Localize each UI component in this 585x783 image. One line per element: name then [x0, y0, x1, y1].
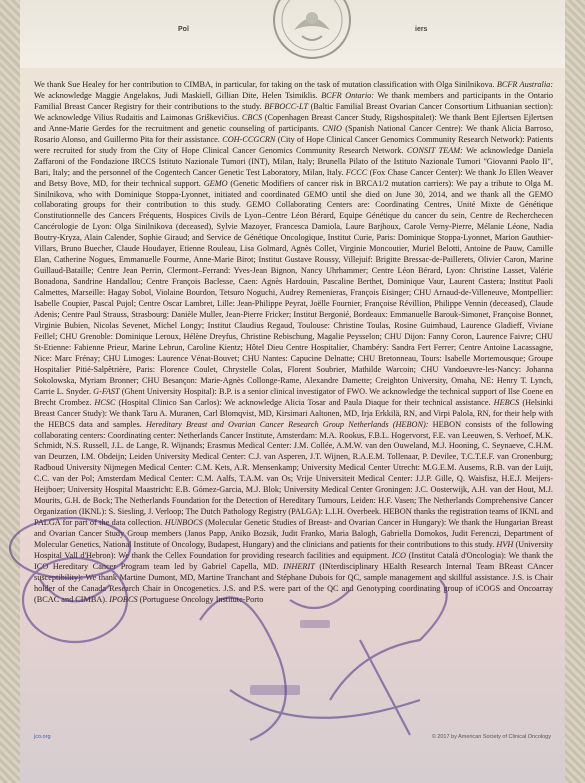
page-header — [20, 0, 565, 68]
body-text-segment: (Genetic Modifiers of cancer risk in BRCA1/2 mutation carriers): We pay a tribute to Olga M. Sinilnikova, who with Dominique Stoppa-Lyonnet, initiated and coordinated GEMO until she died on June 30, 2014, and we thank all the GEMO collaborating groups for their contribution to this study. GEMO Collaborating Centers are: Coordinating Centres, Unité Mixte de Génétique Constitutionnelle des Cancers Fréquents, Hospices Civils de Lyon–Centre Léon Bérard, Equipe Génétique du cancer du sein, Centre de Recherchecen Cancérologie de Lyon: Olga Sinilnikova (deceased), Sylvie Mazoyer, Francesca Damiola, Laure Barjhoux, Carole Verny-Pierre, Mélanie Léone, Nadia Boutry-Kryza, Alain Calender, Sophie Giraud; and Service de Génétique Oncologique, Institut Curie, Paris: Dominique Stoppa-Lyonnet, Marion Gauthier-Villars, Bruno Buecher, Claude Houdayer, Etienne Rouleau, Lisa Golmard, Agnès Collet, Virginie Moncoutier, Muriel Belotti, Antoine de Pauw, Camille Elan, Catherine Nogues, Emmanuelle Fourme, Anne-Marie Birot; Institut Gustave Roussy, Villejuif: Brigitte Bressac-de-Paillerets, Olivier Caron, Marine Guillaud-Bataille; Centre Jean Perrin, Clermont–Ferrand: Yves-Jean Bignon, Nancy Uhrhammer; Centre Léon Bérard, Lyon: Christine Lasset, Valérie Bonadona, Sandrine Handallou; Centre François Baclesse, Caen: Agnès Hardouin, Pascaline Berthet, Dominique Vaur, Laurent Castera; Institut Paoli Calmettes, Marseille: Hagay Sobol, Violaine Bourdon, Tetsuro Noguchi, Audrey Remenieras, François Eisinger; CHU Arnaud-de-Villeneuve, Montpellier: Isabelle Coupier, Pascal Pujol; Centre Oscar Lambret, Lille: Jean-Philippe Peyrat, Joëlle Fournier, Françoise Révillion, Philippe Vennin (deceased), Claude Adenis; Centre Paul Strauss, Strasbourg: Danièle Muller, Jean-Pierre Fricker; Institut Bergonié, Bordeaux: Emmanuelle Barouk-Simonet, Françoise Bonnet, Virginie Bubien, Nicolas Sevenet, Michel Longy; Institut Claudius Regaud, Toulouse: Christine Toulas, Rosine Guimbaud, Laurence Gladieff, Viviane Feillel; CHU Grenoble: Dominique Leroux, Hélène Dreyfus, Christine Rebischung, Magalie Peysselon; CHU Dijon: Fanny Coron, Laurence Faivre; CHU St-Etienne: Fabienne Prieur, Marine Lebrun, Caroline Kientz; Hôtel Dieu Centre Hospitalier, Chambéry: Sandra Fert Ferrer; Centre Antoine Lacassagne, Nice: Marc Frénay; CHU Limoges: Laurence Vénat-Bouvet; CHU Nantes: Capucine Delnatte; CHU Bretonneau, Tours: Isabelle Mortemousque; Groupe Hospitalier Pitié-Salpêtrière, Paris: Florence Coulet, Chrystelle Colas, Florent Soubrier, Mathilde Warcoin; CHU Vandoeuvre-les-Nancy: Johanna Sokolowska, Myriam Bronner; CHU Besançon: Marie-Agnès Collonge-Rame, Alexandre Damette; Creighton University, Omaha, NE: Henry T. Lynch, Carrie L. Snyder. — [34, 178, 554, 396]
national-seal-icon — [272, 0, 352, 62]
group-name: Hereditary Breast and Ovarian Cancer Research Group Netherlands (HEBON): — [145, 419, 429, 429]
body-text-segment: HEBON consists of the following collaborating centers: Coordinating center: Netherlands Cancer Institute, Amsterdam: M.A. Rookus, F.B.L. Hogervorst, F.E. van Leeuwen, S. Verhoef, M.K. Schmidt, N.S. Russell, J.L. de Lange, R. Wijnands; Erasmus Medical Center: J.M. Collée, A.M.W. van den Ouweland, M.J. Hooning, C. Seynaeve, C.H.M. van Deurzen, I.M. Obdeijn; Leiden University Medical Center: C.J. van Asperen, J.T. Wijnen, R.A.E.M. Tollenaar, P. Devilee, T.C.T.E.F. van Cronenburg; Radboud University Nijmegen Medical Center: C.M. Kets, A.R. Mensenkamp; University Medical Center Utrecht: M.G.E.M. Ausems, R.B. van der Luijt, C.C. van der Pol; Amsterdam Medical Center: C.M. Aalfs, T.A.M. van Os; Vrije Universiteit Medical Center: J.J.P. Gille, Q. Waisfisz, H.E.J. Meijers-Heijboer; University Hospital Maastricht: E.B. Gómez-Garcia, M.J. Blok; University Medical Center Groningen: J.C. Oosterwijk, A.H. van der Hout, M.J. Mourits, G.H. de Bock; The Netherlands Foundation for the Detection of Hereditary Tumours, Leiden: H.F. Vasen; The Netherlands Comprehensive Cancer Organization (IKNL): S. Siesling, J. Verloop; The Dutch Pathology Registry (PALGA): L.I.H. Overbeek. HEBON thanks the registration teams of IKNL and PALGA for part of the data collection. — [34, 419, 554, 528]
group-name: FCCC — [345, 167, 368, 177]
group-name: HVH — [496, 540, 514, 550]
body-text-segment: (Baltic Familial Breast Ovarian Cancer Consortium Lithuanian section): We acknowledge Vilius Rudaitis and Laimonas Griškevičius. — [34, 101, 554, 122]
decorative-border-right — [565, 0, 585, 783]
body-text-segment: (City of Hope Clinical Cancer Genomics Community Research Network): Patients were recruited for study from the City of Hope Clinical Cancer Genomics Community Research Network. — [34, 134, 554, 155]
body-text-segment: (University Hospital Vall d'Hebron): We thank the Cellex Foundation for providing research facilities and equipment. — [34, 540, 554, 560]
group-name: INHERIT — [283, 561, 315, 571]
group-name: GEMO — [203, 178, 228, 188]
header-left-label: Pol — [178, 26, 189, 33]
group-name: CNIO — [322, 123, 342, 133]
group-name: BCFR Australia: — [496, 80, 554, 89]
body-text-segment: (Hospital Clinico San Carlos): We acknowledge Alicia Tosar and Paula Diaque for their technical assistance. — [118, 397, 491, 407]
acknowledgments-body — [34, 80, 553, 606]
body-text-segment: We thank members and participants in the Ontario Familial Breast Cancer Registry for their contributions to the study. — [34, 90, 554, 111]
body-text-segment: (Institut Català d'Oncologia): We thank the ICO Hereditary Cancer Program team led by Gabriel Capella, MD. — [34, 550, 554, 571]
group-name: COH-CCGCRN — [222, 134, 276, 144]
group-name: CBCS — [241, 112, 263, 122]
body-text-segment: We acknowledge Maggie Angelakos, Judi Maskiell, Gillian Dite, Helen Tsimiklis. — [34, 90, 318, 100]
group-name: HCSC — [94, 397, 116, 407]
group-name: G-FAST — [93, 386, 120, 396]
group-name: CONSIT TEAM: — [406, 145, 463, 155]
body-text-segment: (Ghent University Hospital): B.P. is a senior clinical investigator of FWO. We acknowledge the technical support of Ilse Coene en Brecht Crombez. — [34, 386, 553, 407]
body-text-segment: (INterdisciplinary HEalth Research Internal Team BReast CAncer susceptibility): We thank Martine Dumont, MD, Martine Tranchant and Stéphane Dubois for QC, sample management and skillful assistance. J.S. is Chair holder of the Canada Research Chair in Oncogenetics. J.S. and P.S. were part of the QC and Genotyping coordinating group of iCOGS and Oncoarray (BCAC and CIMBA). — [34, 561, 554, 604]
body-text-segment: We thank Sue Healey for her contribution to CIMBA, in particular, for taking on the task of mutation classification with Olga Sinilnikova. — [34, 80, 495, 89]
group-name: HUNBOCS — [164, 518, 203, 528]
group-name: IPOBCS — [109, 594, 138, 604]
group-name: BCFR Ontario: — [321, 90, 375, 100]
body-text-segment: (Helsinki Breast Cancer Study): We thank Taru A. Muranen, Carl Blomqvist, MD, Kirsimari Aaltonen, MD, Irja Erkkilä, RN, and Virpi Palola, RN, for their help with the HEBCS data and samples. — [34, 397, 554, 429]
body-text-segment: (Molecular Genetic Studies of Breast- and Ovarian Cancer in Hungary): We thank the Hungarian Breast and Ovarian Cancer Study Group members (Janos Papp, Aniko Bozsik, Judit Franko, Maria Balogh, Gabriella Domokos, Judit Ferenczi, Department of Molecular Genetics, National Institute of Oncology, Budapest, Hungary) and the clinicians and patients for their contributions to this study. — [34, 518, 553, 550]
header-right-label: iers — [415, 26, 428, 33]
journal-url-link[interactable]: jco.org — [34, 734, 51, 740]
decorative-border-left — [0, 0, 20, 783]
group-name: BFBOCC-LT — [264, 101, 309, 111]
body-text-segment: (Spanish National Cancer Centre): We thank Alicia Barroso, Rosario Alonso, and Guillermo Pita for their assistance. — [34, 123, 554, 144]
group-name: ICO — [391, 550, 406, 560]
body-text-segment: (Copenhagen Breast Cancer Study, Rigshospitalet): We thank Bent Ejlertsen Ejlertsen and Anne-Marie Gerdes for the recruitment and genetic counseling of participants. — [34, 112, 553, 133]
body-text-segment: (Fox Chase Cancer Center): We thank Jo Ellen Weaver and Betsy Bove, MD, for their technical support. — [34, 167, 554, 188]
body-text-segment: (Portuguese Oncology Institute-Porto — [139, 594, 264, 604]
copyright-notice: © 2017 by American Society of Clinical Oncology — [431, 734, 551, 740]
group-name: HEBCS — [493, 397, 520, 407]
body-text-segment: We acknowledge Daniela Zaffaroni of the Fondazione IRCCS Istituto Nazionale Tumori (INT), Milan, Italy; Brunella Pilato of the Istituto Nazionale Tumori "Giovanni Paolo II", Bari, Italy; and the personnel of the Cogentech Cancer Genetic Test Laboratory, Milan, Italy. — [34, 145, 553, 177]
